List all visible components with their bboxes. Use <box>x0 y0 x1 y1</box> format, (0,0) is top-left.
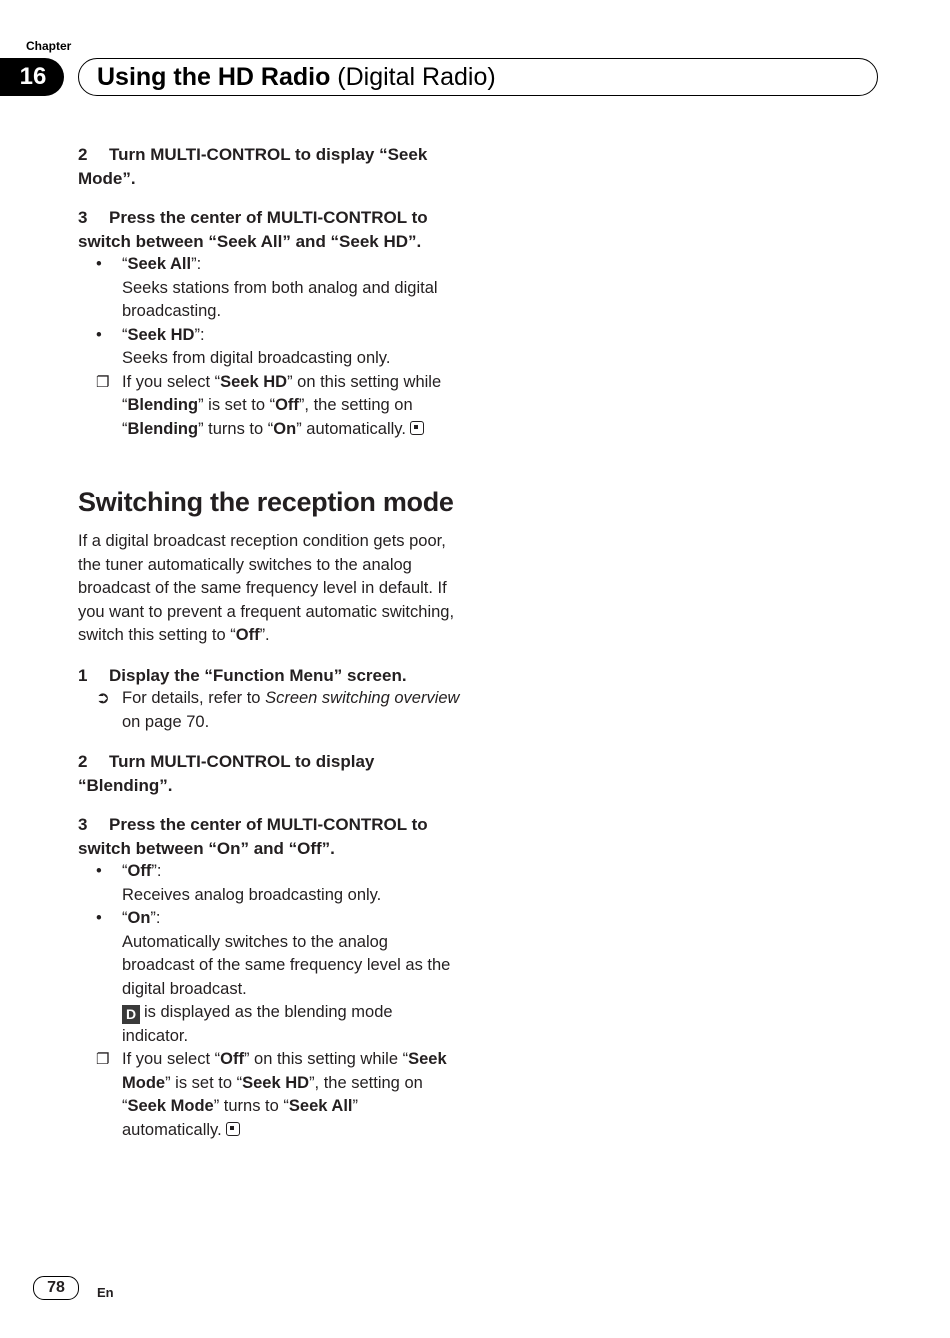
indicator-desc: is displayed as the blending mode indicator. <box>122 1003 393 1045</box>
blending-indicator-icon: D <box>122 1005 140 1024</box>
note-checkbox-icon: ❐ <box>96 373 110 391</box>
bullet-desc: Automatically switches to the analog broadcast of the same frequency level as the digital broadcast. <box>122 932 451 998</box>
language-label: En <box>97 1285 114 1300</box>
bullet-icon: • <box>96 325 102 344</box>
bullet-icon: • <box>96 862 102 880</box>
bullet-seek-all: • “Seek All”: Seeks stations from both analog and digital broadcasting. <box>96 255 438 320</box>
bullet-term: Off <box>127 862 152 880</box>
bullet-term: On <box>127 909 151 927</box>
blend-step-1 <box>78 664 462 688</box>
note-seek-hd: ❐ If you select “Seek HD” on this setting while “Blending” is set to “Off”, the setting on “Blending” turns to “On” automatically. <box>96 372 442 438</box>
bullet-off: • “Off”: Receives analog broadcasting only. <box>96 862 382 904</box>
chapter-title-paren: (Digital Radio) <box>330 63 496 91</box>
seek-step-2 <box>78 143 462 190</box>
bullet-on: • “On”: Automatically switches to the analog broadcast of the same frequency level as the digital broadcast. D is displayed as the blending mode indicator. <box>96 909 451 1045</box>
step-number: 3 <box>78 208 88 227</box>
bullet-desc: Receives analog broadcasting only. <box>122 885 382 904</box>
section-intro: If a digital broadcast reception condition gets poor, the tuner automatically switches to the analog broadcast of the same frequency level in default. If you want to prevent a frequent automatic switching, switch this setting to “Off”. <box>78 532 455 644</box>
step-text: Display the “Function Menu” screen. <box>109 665 407 685</box>
blend-step-3 <box>78 813 462 860</box>
end-mark-icon <box>410 421 424 435</box>
section-heading: Switching the reception mode <box>78 487 454 517</box>
reference-link[interactable]: Screen switching overview <box>265 689 460 707</box>
note-seek-mode: ❐ If you select “Off” on this setting while “Seek Mode” is set to “Seek HD”, the setting on “Seek Mode” turns to “Seek All” automatically. <box>96 1050 447 1139</box>
end-mark-icon <box>226 1122 240 1136</box>
bullet-icon: • <box>96 255 102 273</box>
chapter-number-tab: 16 <box>0 58 64 96</box>
main-column <box>78 143 462 1142</box>
step-text: Turn MULTI-CONTROL to display “Seek Mode”. <box>78 145 428 188</box>
chapter-title <box>78 58 878 96</box>
bullet-term: Seek All <box>127 255 192 273</box>
step-text: Press the center of MULTI-CONTROL to switch between “On” and “Off”. <box>78 815 428 858</box>
bullet-desc: Seeks from digital broadcasting only. <box>122 349 391 367</box>
bullet-term: Seek HD <box>127 325 195 344</box>
step-number: 1 <box>78 665 88 685</box>
bullet-desc: Seeks stations from both analog and digital broadcasting. <box>122 278 438 320</box>
step-number: 2 <box>78 752 88 771</box>
reference-note: ➲ For details, refer to Screen switching overview on page 70. <box>96 689 460 731</box>
arrow-reference-icon: ➲ <box>96 689 110 707</box>
step-number: 2 <box>78 145 88 164</box>
bullet-icon: • <box>96 909 102 927</box>
seek-step-3 <box>78 206 462 253</box>
step-text: Turn MULTI-CONTROL to display “Blending”. <box>78 752 375 795</box>
chapter-title-main: Using the HD Radio <box>97 63 331 91</box>
blend-step-2 <box>78 750 462 797</box>
bullet-seek-hd: • “Seek HD”: Seeks from digital broadcasting only. <box>96 325 391 367</box>
step-number: 3 <box>78 815 88 834</box>
page-number: 78 <box>33 1276 79 1300</box>
note-checkbox-icon: ❐ <box>96 1051 110 1068</box>
chapter-label: Chapter <box>26 39 72 53</box>
step-text: Press the center of MULTI-CONTROL to switch between “Seek All” and “Seek HD”. <box>78 208 428 251</box>
